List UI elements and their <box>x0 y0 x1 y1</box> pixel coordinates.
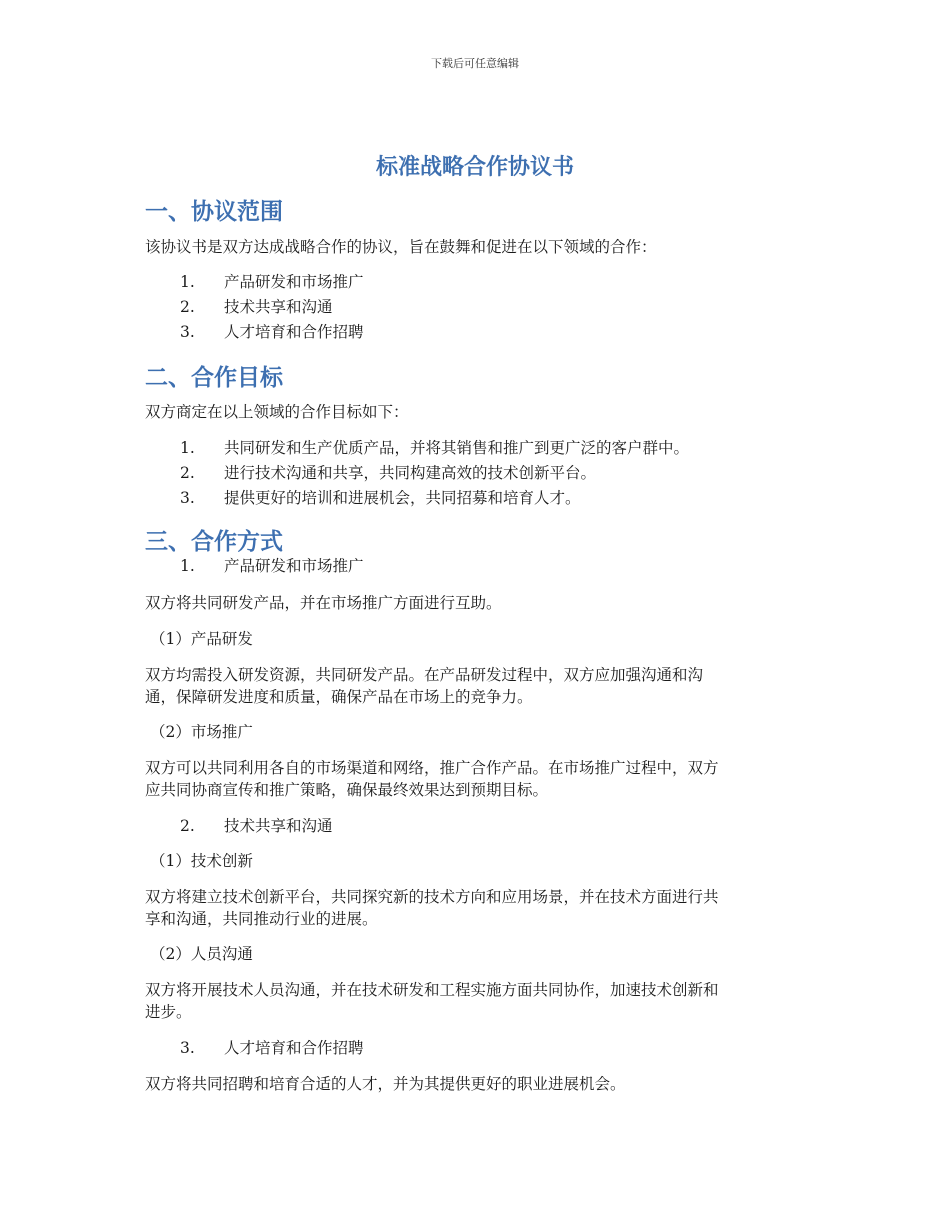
list-text: 产品研发和市场推广 <box>224 557 364 575</box>
list-number: 2. <box>180 298 195 316</box>
list-number: 1. <box>180 557 195 575</box>
list-item <box>180 555 364 578</box>
list-item <box>180 271 364 294</box>
list-number: 2. <box>180 464 195 482</box>
list-text: 人才培育和合作招聘 <box>224 323 364 341</box>
section-intro: 该协议书是双方达成战略合作的协议，旨在鼓舞和促进在以下领域的合作： <box>145 238 657 256</box>
paragraph-line: 双方将建立技术创新平台，共同探究新的技术方向和应用场景，并在技术方面进行共 <box>145 888 719 906</box>
document-title: 标准战略合作协议书 <box>375 155 574 180</box>
list-number: 3. <box>180 489 195 507</box>
section-intro: 双方商定在以上领域的合作目标如下： <box>145 403 409 421</box>
list-text: 技术共享和沟通 <box>224 817 333 835</box>
list-text: 产品研发和市场推广 <box>224 273 364 291</box>
paragraph-line: 通，保障研发进度和质量，确保产品在市场上的竞争力。 <box>145 688 533 706</box>
paragraph-line: 进步。 <box>145 1003 192 1021</box>
paragraph-line: 应共同协商宣传和推广策略，确保最终效果达到预期目标。 <box>145 781 549 799</box>
paragraph: 双方将共同研发产品，并在市场推广方面进行互助。 <box>145 594 502 612</box>
paragraph-line: 双方均需投入研发资源，共同研发产品。在产品研发过程中，双方应加强沟通和沟 <box>145 666 704 684</box>
list-item <box>180 462 596 485</box>
section-heading-methods: 三、合作方式 <box>145 529 283 555</box>
paragraph-line: 双方将开展技术人员沟通，并在技术研发和工程实施方面共同协作，加速技术创新和 <box>145 981 719 999</box>
paragraph-line: 享和沟通，共同推动行业的进展。 <box>145 910 378 928</box>
list-text: 技术共享和沟通 <box>224 298 333 316</box>
header-note: 下载后可任意编辑 <box>431 57 519 70</box>
subheading: （1）产品研发 <box>150 630 253 648</box>
list-text: 提供更好的培训和进展机会，共同招募和培育人才。 <box>224 489 581 507</box>
list-item <box>180 296 333 319</box>
list-number: 2. <box>180 817 195 835</box>
subheading: （2）人员沟通 <box>150 945 253 963</box>
list-item <box>180 1037 364 1060</box>
section-heading-scope: 一、协议范围 <box>145 199 283 225</box>
section-heading-goals: 二、合作目标 <box>145 365 283 391</box>
list-number: 3. <box>180 323 195 341</box>
list-text: 进行技术沟通和共享，共同构建高效的技术创新平台。 <box>224 464 597 482</box>
subheading: （2）市场推广 <box>150 723 253 741</box>
list-item <box>180 487 581 510</box>
list-number: 1. <box>180 439 195 457</box>
list-text: 共同研发和生产优质产品，并将其销售和推广到更广泛的客户群中。 <box>224 439 690 457</box>
subheading: （1）技术创新 <box>150 852 253 870</box>
paragraph-line: 双方可以共同利用各自的市场渠道和网络，推广合作产品。在市场推广过程中，双方 <box>145 759 719 777</box>
list-item <box>180 437 689 460</box>
list-number: 1. <box>180 273 195 291</box>
list-number: 3. <box>180 1039 195 1057</box>
list-text: 人才培育和合作招聘 <box>224 1039 364 1057</box>
list-item <box>180 321 364 344</box>
list-item <box>180 815 333 838</box>
paragraph: 双方将共同招聘和培育合适的人才，并为其提供更好的职业进展机会。 <box>145 1075 626 1093</box>
